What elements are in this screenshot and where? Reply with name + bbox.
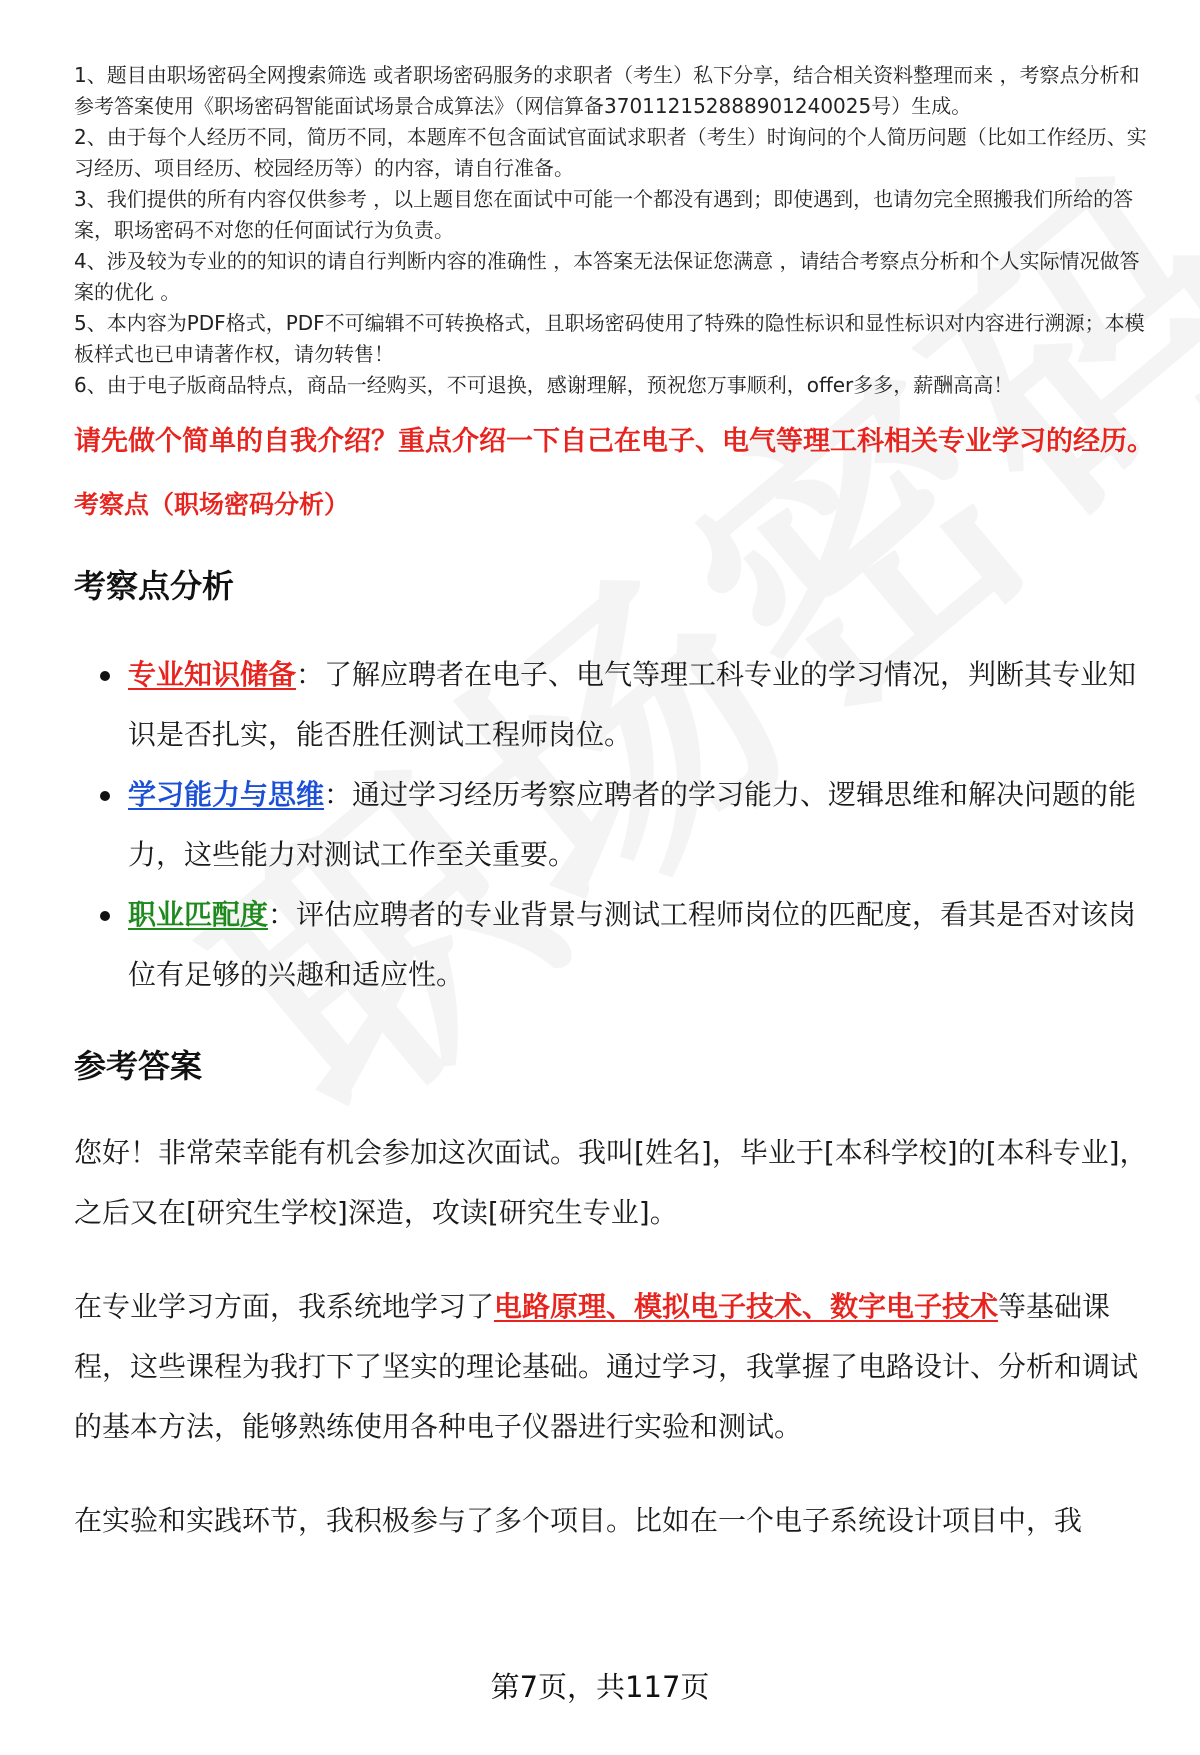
reference-answer	[74, 1123, 1154, 1551]
bullet-icon	[100, 911, 110, 921]
analysis-text: ：通过学习经历考察应聘者的学习能力、逻辑思维和解决问题的能力，这些能力对测试工作至关重要。	[128, 778, 1137, 871]
analysis-list	[74, 645, 1154, 1005]
analysis-text: ：评估应聘者的专业背景与测试工程师岗位的匹配度，看其是否对该岗位有足够的兴趣和适应性。	[128, 898, 1137, 991]
analysis-keyword: 学习能力与思维	[128, 778, 325, 811]
bullet-icon	[100, 791, 110, 801]
notice-item: 2、由于每个人经历不同，简历不同，本题库不包含面试官面试求职者（考生）时询问的个人简历问题（比如工作经历、实习经历、项目经历、校园经历等）的内容，请自行准备。	[74, 125, 1147, 180]
page-number: 第7页，共117页	[490, 1670, 710, 1704]
answer-paragraph	[74, 1277, 1154, 1457]
answer-text: 等基础课程，这些课程为我打下了坚实的理论基础。通过学习，我掌握了电路设计、分析和调试的基本方法，能够熟练使用各种电子仪器进行实验和测试。	[74, 1290, 1139, 1443]
analysis-item	[128, 885, 1154, 1005]
analysis-text: ：了解应聘者在电子、电气等理工科专业的学习情况，判断其专业知识是否扎实，能否胜任测试工程师岗位。	[128, 658, 1137, 751]
answer-text: 在专业学习方面，我系统地学习了	[74, 1290, 495, 1323]
notice-item: 3、我们提供的所有内容仅供参考 ，以上题目您在面试中可能一个都没有遇到；即使遇到，也请勿完全照搬我们所给的答案，职场密码不对您的任何面试行为负责。	[74, 187, 1134, 242]
analysis-item	[128, 765, 1154, 885]
answer-heading: 参考答案	[74, 1047, 203, 1085]
analysis-item	[128, 645, 1154, 765]
disclaimer-notice	[74, 60, 1154, 401]
bullet-icon	[100, 671, 110, 681]
analysis-keyword: 专业知识储备	[128, 658, 297, 691]
answer-highlight: 电路原理、模拟电子技术、数字电子技术	[494, 1290, 999, 1323]
notice-item: 4、涉及较为专业的的知识的请自行判断内容的准确性 ，本答案无法保证您满意 ，请结合考察点分析和个人实际情况做答案的优化 。	[74, 249, 1140, 304]
answer-paragraph: 在实验和实践环节，我积极参与了多个项目。比如在一个电子系统设计项目中，我	[74, 1504, 1083, 1537]
analysis-keyword: 职业匹配度	[128, 898, 269, 931]
interview-question: 请先做个简单的自我介绍？重点介绍一下自己在电子、电气等理工科相关专业学习的经历。	[74, 426, 1154, 457]
notice-item: 5、本内容为PDF格式，PDF不可编辑不可转换格式，且职场密码使用了特殊的隐性标识和显性标识对内容进行溯源；本模板样式也已申请著作权，请勿转售！	[74, 311, 1145, 366]
document-page	[74, 60, 1154, 1551]
point-title: 考察点（职场密码分析）	[74, 490, 350, 519]
notice-item: 6、由于电子版商品特点，商品一经购买，不可退换，感谢理解，预祝您万事顺利，offer多多，薪酬高高！	[74, 373, 1014, 397]
notice-item: 1、题目由职场密码全网搜索筛选 或者职场密码服务的求职者（考生）私下分享，结合相关资料整理而来 ，考察点分析和参考答案使用《职场密码智能面试场景合成算法》（网信算备370112152888901240025号）生成。	[74, 63, 1140, 118]
answer-paragraph: 您好！非常荣幸能有机会参加这次面试。我叫[姓名]，毕业于[本科学校]的[本科专业]，之后又在[研究生学校]深造，攻读[研究生专业]。	[74, 1136, 1148, 1229]
analysis-heading: 考察点分析	[74, 567, 235, 605]
